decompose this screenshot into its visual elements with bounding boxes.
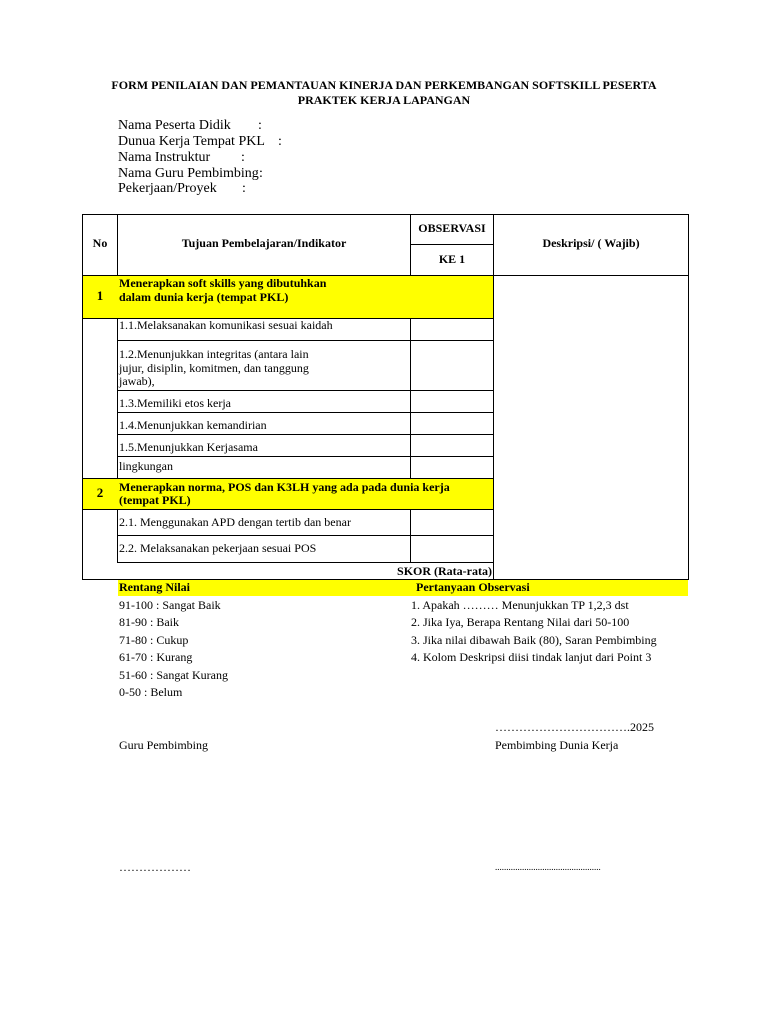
info-dunia-kerja [118, 134, 282, 150]
indicator-2-2: 2.2. Melaksanakan pekerjaan sesuai POS [119, 541, 317, 555]
pertanyaan-item: 4. Kolom Deskripsi diisi tindak lanjut dari Point 3 [411, 650, 652, 664]
indicator-2-1: 2.1. Menggunakan APD dengan tertib dan benar [119, 515, 351, 529]
rentang-item: 51-60 : Sangat Kurang [119, 668, 228, 682]
section-1-number: 1 [96, 288, 104, 303]
info-label: Nama Peserta Didik [118, 118, 231, 133]
info-colon: : [241, 150, 245, 165]
info-label: Dunua Kerja Tempat PKL [118, 134, 265, 149]
pertanyaan-item: 2. Jika Iya, Berapa Rentang Nilai dari 50-100 [411, 615, 630, 629]
rentang-heading: Rentang Nilai [119, 580, 191, 594]
form-title-line-1: FORM PENILAIAN DAN PEMANTAUAN KINERJA DAN PERKEMBANGAN SOFTSKILL PESERTA [111, 78, 657, 92]
info-label: Nama Guru Pembimbing [118, 166, 259, 181]
section-1-title-line-1: Menerapkan soft skills yang dibutuhkan [119, 276, 327, 290]
signature-date: …………………………….2025 [495, 720, 654, 734]
header-no: No [92, 236, 108, 250]
skor-rata-rata: SKOR (Rata-rata) [397, 564, 492, 578]
signature-right-label: Pembimbing Dunia Kerja [495, 738, 619, 752]
info-colon: : [259, 166, 263, 181]
header-observasi: OBSERVASI [418, 221, 486, 235]
assessment-table [82, 214, 688, 580]
pertanyaan-item: 3. Jika nilai dibawah Baik (80), Saran Pembimbing [411, 633, 657, 647]
header-tujuan: Tujuan Pembelajaran/Indikator [181, 236, 347, 250]
rentang-item: 91-100 : Sangat Baik [119, 598, 221, 612]
rentang-item: 0-50 : Belum [119, 685, 183, 699]
signature-left-label: Guru Pembimbing [119, 738, 208, 752]
pertanyaan-item: 1. Apakah ……… Menunjukkan TP 1,2,3 dst [411, 598, 629, 612]
info-nama-peserta [118, 118, 262, 134]
signature-right-line: ............................................... [495, 862, 601, 872]
info-label: Pekerjaan/Proyek [118, 181, 217, 196]
indicator-1-2-line-1: 1.2.Menunjukkan integritas (antara lain [119, 347, 309, 361]
legend-highlight [118, 580, 688, 596]
indicator-1-4: 1.4.Menunjukkan kemandirian [119, 418, 267, 432]
indicator-1-5: 1.5.Menunjukkan Kerjasama [119, 440, 258, 454]
rentang-item: 81-90 : Baik [119, 615, 179, 629]
header-ke-1: KE 1 [438, 252, 466, 266]
rentang-item: 71-80 : Cukup [119, 633, 189, 647]
section-1-title-line-2: dalam dunia kerja (tempat PKL) [119, 290, 289, 304]
indicator-1-1: 1.1.Melaksanakan komunikasi sesuai kaidah [119, 318, 333, 332]
section-2-number: 2 [96, 485, 104, 500]
pertanyaan-heading: Pertanyaan Observasi [416, 580, 530, 594]
section-2-title-line-1: Menerapkan norma, POS dan K3LH yang ada pada dunia kerja [119, 480, 450, 494]
info-pekerjaan [118, 181, 246, 197]
info-label: Nama Instruktur [118, 150, 211, 165]
indicator-1-lingkungan: lingkungan [119, 459, 173, 473]
info-colon: : [258, 118, 262, 133]
info-guru-pembimbing [118, 166, 263, 182]
header-deskripsi: Deskripsi/ ( Wajib) [542, 236, 640, 250]
rentang-item: 61-70 : Kurang [119, 650, 193, 664]
info-colon: : [242, 181, 246, 196]
info-instruktur [118, 150, 245, 166]
signature-left-line: ……………… [119, 860, 191, 874]
section-2-title-line-2: (tempat PKL) [119, 493, 191, 507]
form-title-line-2: PRAKTEK KERJA LAPANGAN [297, 93, 471, 107]
indicator-1-2-line-2: jujur, disiplin, komitmen, dan tanggung [119, 361, 309, 375]
indicator-1-3: 1.3.Memiliki etos kerja [119, 396, 231, 410]
info-colon: : [278, 134, 282, 149]
indicator-1-2-line-3: jawab), [119, 374, 155, 388]
